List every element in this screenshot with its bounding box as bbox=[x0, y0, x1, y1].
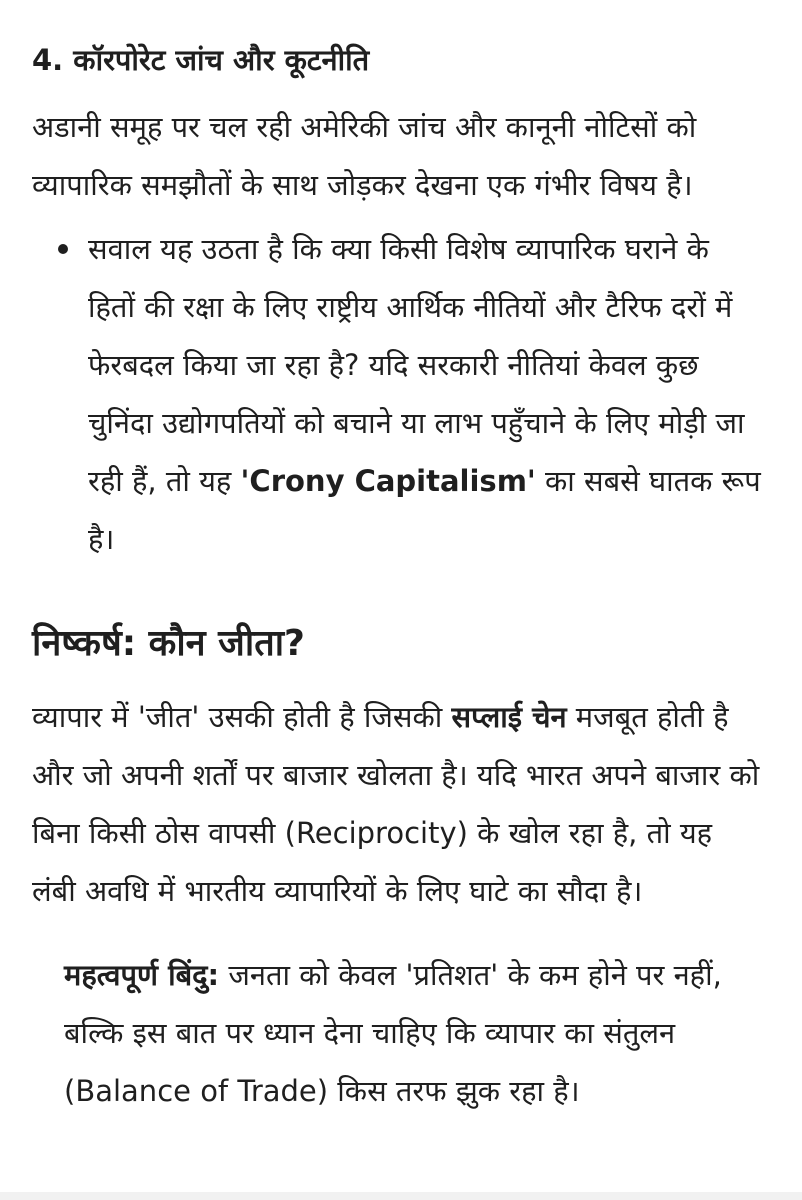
list-item bbox=[32, 220, 762, 568]
conclusion-text-before: व्यापार में 'जीत' उसकी होती है जिसकी bbox=[32, 700, 452, 734]
key-point-label: महत्वपूर्ण बिंदु: bbox=[64, 958, 220, 992]
key-point-text: जनता को केवल 'प्रतिशत' के कम होने पर नहीं, बल्कि इस बात पर ध्यान देना चाहिए कि व्यापार का संतुलन (Balance of Trade) किस तरफ झुक रहा है। bbox=[64, 958, 722, 1108]
bullet-icon bbox=[58, 244, 68, 254]
bottom-divider bbox=[0, 1192, 802, 1200]
conclusion-heading: निष्कर्ष: कौन जीता? bbox=[32, 623, 305, 664]
conclusion-paragraph bbox=[32, 688, 762, 920]
section-heading: 4. कॉरपोरेट जांच और कूटनीति bbox=[32, 43, 370, 77]
bullet-list bbox=[32, 220, 762, 568]
key-point-callout bbox=[32, 946, 762, 1120]
bullet-bold-term: 'Crony Capitalism' bbox=[240, 464, 536, 498]
conclusion-text-after: मजबूत होती है और जो अपनी शर्तों पर बाजार खोलता है। यदि भारत अपने बाजार को बिना किसी ठोस वापसी (Reciprocity) के खोल रहा है, तो यह लंबी अवधि में भारतीय व्यापारियों के लिए घाटे का सौदा है। bbox=[32, 700, 760, 908]
conclusion-bold-term: सप्लाई चेन bbox=[451, 700, 567, 734]
bullet-text-after: का सबसे घातक रूप है। bbox=[88, 464, 761, 556]
bullet-text-before: सवाल यह उठता है कि क्या किसी विशेष व्यापारिक घराने के हितों की रक्षा के लिए राष्ट्रीय आर्थिक नीतियों और टैरिफ दरों में फेरबदल किया जा रहा है? यदि सरकारी नीतियां केवल कुछ चुनिंदा उद्योगपतियों को बचाने या लाभ पहुँचाने के लिए मोड़ी जा रही हैं, तो यह bbox=[88, 232, 745, 498]
section-intro: अडानी समूह पर चल रही अमेरिकी जांच और कानूनी नोटिसों को व्यापारिक समझौतों के साथ जोड़कर देखना एक गंभीर विषय है। bbox=[32, 110, 697, 202]
